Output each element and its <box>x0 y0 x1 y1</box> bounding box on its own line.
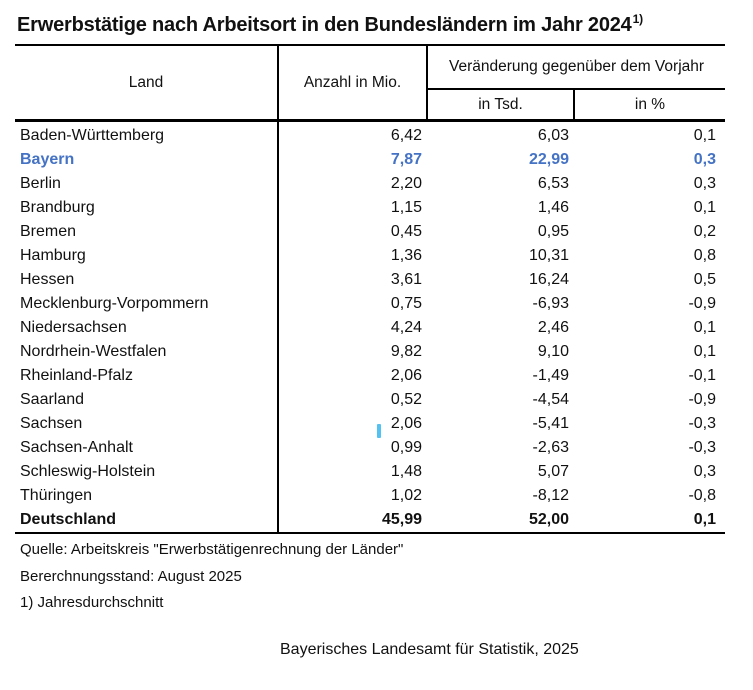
col-header-anzahl: Anzahl in Mio. <box>278 45 427 121</box>
cell-land: Bremen <box>15 220 278 244</box>
cell-pct: 0,8 <box>693 247 717 264</box>
table-row <box>15 244 725 268</box>
table-row <box>15 172 725 196</box>
cell-tsd: -6,93 <box>532 295 569 312</box>
col-header-veraenderung-group: Veränderung gegenüber dem Vorjahr <box>427 45 725 89</box>
source-note: Quelle: Arbeitskreis "Erwerbstätigenrechnung der Länder" <box>20 541 404 558</box>
cell-anzahl: 6,42 <box>390 127 422 144</box>
cell-pct: 0,5 <box>693 271 717 288</box>
cell-land: Niedersachsen <box>15 316 278 340</box>
cell-tsd: 16,24 <box>528 271 569 288</box>
cell-anzahl: 2,06 <box>390 367 422 384</box>
cell-pct: -0,9 <box>688 295 717 312</box>
cell-anzahl: 4,24 <box>390 319 422 336</box>
cell-tsd: 6,03 <box>537 127 569 144</box>
cell-anzahl: 2,06 <box>390 415 422 432</box>
cell-tsd: -1,49 <box>532 367 569 384</box>
cell-tsd: 10,31 <box>528 247 569 264</box>
cell-anzahl: 3,61 <box>390 271 422 288</box>
cell-tsd: 0,95 <box>537 223 569 240</box>
cell-pct: 0,3 <box>693 463 717 480</box>
col-header-in-pct: in % <box>574 89 725 121</box>
cell-tsd: 1,46 <box>537 199 569 216</box>
cell-pct: 0,2 <box>693 223 717 240</box>
cell-pct: 0,1 <box>693 127 717 144</box>
cell-land: Deutschland <box>15 508 278 533</box>
col-header-in-tsd: in Tsd. <box>427 89 574 121</box>
cell-anzahl: 1,02 <box>390 487 422 504</box>
cell-tsd: 6,53 <box>537 175 569 192</box>
cell-pct: -0,9 <box>688 391 717 408</box>
cell-anzahl: 1,15 <box>390 199 422 216</box>
cell-land: Brandburg <box>15 196 278 220</box>
table-row <box>15 436 725 460</box>
cell-land: Schleswig-Holstein <box>15 460 278 484</box>
cell-pct: 0,1 <box>693 319 717 336</box>
table-row <box>15 268 725 292</box>
cell-anzahl: 0,99 <box>390 439 422 456</box>
publisher-note: Bayerisches Landesamt für Statistik, 2025 <box>280 641 579 658</box>
cell-land: Baden-Württemberg <box>15 121 278 149</box>
cell-tsd: -5,41 <box>532 415 569 432</box>
cell-land: Hamburg <box>15 244 278 268</box>
cell-tsd: -8,12 <box>532 487 569 504</box>
cell-anzahl: 45,99 <box>278 508 427 533</box>
table-row <box>15 220 725 244</box>
table-header <box>15 45 725 121</box>
cell-pct: -0,8 <box>688 487 717 504</box>
cell-anzahl: 0,45 <box>390 223 422 240</box>
cell-tsd: 52,00 <box>427 508 574 533</box>
cell-land: Berlin <box>15 172 278 196</box>
cell-pct: -0,3 <box>688 415 717 432</box>
table-row-bayern <box>15 148 725 172</box>
table-row <box>15 196 725 220</box>
cell-pct: 0,3 <box>693 151 717 168</box>
cell-land: Nordrhein-Westfalen <box>15 340 278 364</box>
cell-anzahl: 0,52 <box>390 391 422 408</box>
table-row <box>15 292 725 316</box>
cell-pct: 0,3 <box>693 175 717 192</box>
table-row-total <box>15 508 725 533</box>
cell-pct: 0,1 <box>574 508 725 533</box>
cell-land: Mecklenburg-Vorpommern <box>15 292 278 316</box>
cell-pct: -0,1 <box>688 367 717 384</box>
cell-land: Saarland <box>15 388 278 412</box>
text-cursor <box>377 424 381 438</box>
cell-land: Bayern <box>15 148 278 172</box>
table-row <box>15 412 725 436</box>
cell-tsd: 2,46 <box>537 319 569 336</box>
cell-anzahl: 2,20 <box>390 175 422 192</box>
cell-land: Sachsen <box>15 412 278 436</box>
cell-land: Rheinland-Pfalz <box>15 364 278 388</box>
cell-land: Thüringen <box>15 484 278 508</box>
cell-anzahl: 0,75 <box>390 295 422 312</box>
title-footnote-marker: 1) <box>632 12 643 26</box>
cell-anzahl: 1,48 <box>390 463 422 480</box>
table-row <box>15 388 725 412</box>
cell-pct: 0,1 <box>693 343 717 360</box>
cell-pct: 0,1 <box>693 199 717 216</box>
table-row <box>15 460 725 484</box>
cell-tsd: 9,10 <box>537 343 569 360</box>
cell-tsd: -2,63 <box>532 439 569 456</box>
table-row <box>15 121 725 149</box>
cell-tsd: 22,99 <box>528 151 569 168</box>
page-title <box>17 14 643 37</box>
table-row <box>15 316 725 340</box>
cell-pct: -0,3 <box>688 439 717 456</box>
table-row <box>15 364 725 388</box>
footnote-1: 1) Jahresdurchschnitt <box>20 594 164 611</box>
col-header-land: Land <box>15 45 278 121</box>
cell-tsd: -4,54 <box>532 391 569 408</box>
cell-land: Sachsen-Anhalt <box>15 436 278 460</box>
cell-anzahl: 7,87 <box>390 151 422 168</box>
cell-anzahl: 9,82 <box>390 343 422 360</box>
calculation-date-note: Bererchnungsstand: August 2025 <box>20 568 242 585</box>
table-row <box>15 340 725 364</box>
cell-land: Hessen <box>15 268 278 292</box>
cell-tsd: 5,07 <box>537 463 569 480</box>
page-title-text: Erwerbstätige nach Arbeitsort in den Bundesländern im Jahr 2024 <box>17 14 632 36</box>
table-row <box>15 484 725 508</box>
statistics-table <box>15 44 725 534</box>
cell-anzahl: 1,36 <box>390 247 422 264</box>
